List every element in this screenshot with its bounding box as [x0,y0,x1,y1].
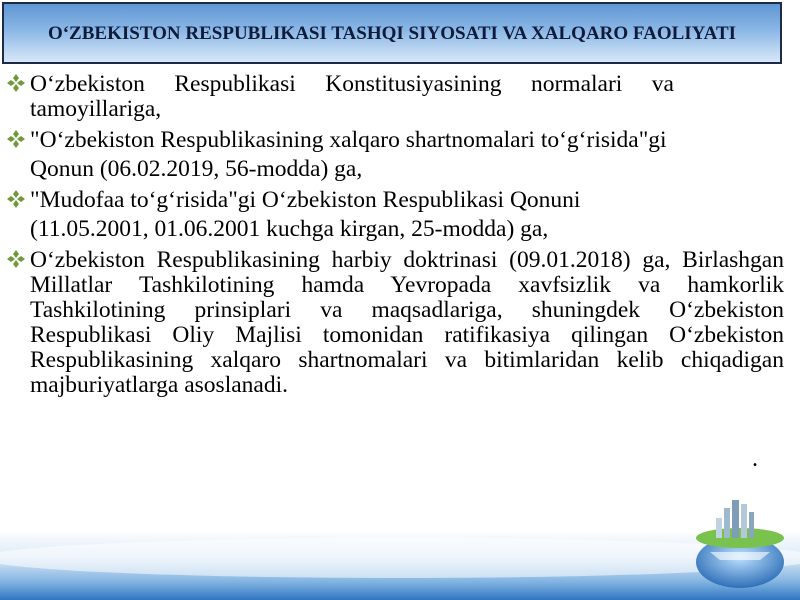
list-item-text-continued: (11.05.2001, 01.06.2001 kuchga kirgan, 25-modda) ga, [30,216,549,242]
bottom-wave-decoration [0,530,800,600]
slide-title: O‘ZBEKISTON RESPUBLIKASI TASHQI SIYOSATI VA XALQARO FAOLIYATI [47,22,737,44]
four-leaf-diamond-icon [6,73,26,93]
slide-title-box [2,2,782,64]
city-globe-icon [690,490,790,590]
list-item-text: "O‘zbekiston Respublikasining xalqaro shartnomalari to‘g‘risida"gi [30,127,667,153]
list-item-text: "Mudofaa to‘g‘risida"gi O‘zbekiston Respublikasi Qonuni [30,187,581,213]
list-item-text: O‘zbekiston Respublikasi Konstitusiyasining normalari va tamoyillariga, [30,71,674,122]
four-leaf-diamond-icon [6,129,26,149]
list-item-text-continued: Qonun (06.02.2019, 56-modda) ga, [30,156,363,182]
slide-content [6,72,784,404]
trailing-mark: . [752,446,758,472]
four-leaf-diamond-icon [6,189,26,209]
four-leaf-diamond-icon [6,249,26,269]
list-item [6,188,784,242]
list-item [6,128,784,182]
list-item-text: O‘zbekiston Respublikasining harbiy doktrinasi (09.01.2018) ga, Birlashgan Millatlar Tashkilotining hamda Yevropada xavfsizlik va hamkorlik Tashkilotining prinsiplari va maqsadlariga, shuningdek O‘zbekiston Respublikasi Oliy Majlisi tomonidan ratifikasiya qilingan O‘zbekiston Respublikasining xalqaro shartnomalari va bitimlaridan kelib chiqadigan majburiyatlarga asoslanadi. [30,247,784,398]
list-item [6,72,674,122]
list-item [6,248,784,398]
